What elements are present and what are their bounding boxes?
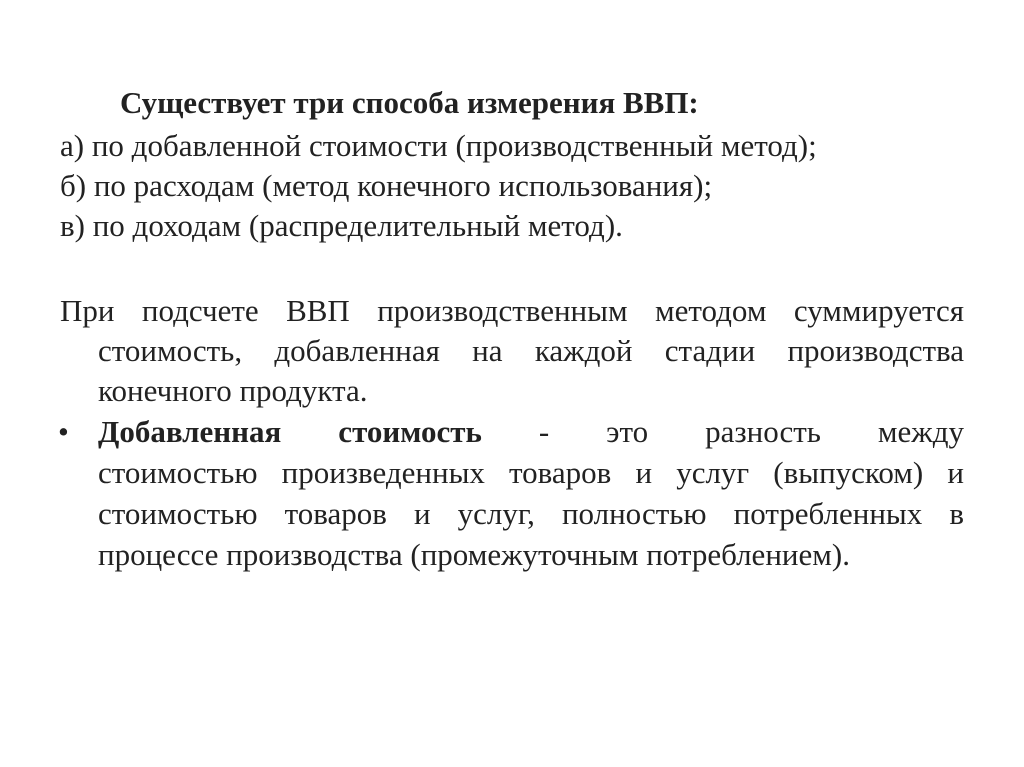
paragraph-line-1: При подсчете ВВП производственным методом суммируется <box>60 293 964 328</box>
paragraph-line-3: конечного продукта. <box>98 373 368 408</box>
slide-heading: Существует три способа измерения ВВП: <box>120 85 699 120</box>
method-item-b: б) по расходам (метод конечного использования); <box>60 168 713 203</box>
bullet-line-3: стоимостью товаров и услуг, полностью потребленных в <box>98 496 964 531</box>
bullet-line-1 <box>98 412 964 452</box>
bullet-line-2: стоимостью произведенных товаров и услуг (выпуском) и <box>98 455 964 490</box>
method-item-c: в) по доходам (распределительный метод). <box>60 208 623 243</box>
bullet-marker: • <box>58 414 69 449</box>
bullet-line-4: процессе производства (промежуточным потреблением). <box>98 537 850 572</box>
bullet-term: Добавленная стоимость <box>98 414 482 449</box>
paragraph-line-2: стоимость, добавленная на каждой стадии производства <box>98 333 964 368</box>
method-item-a: а) по добавленной стоимости (производственный метод); <box>60 128 817 163</box>
bullet-line-1-rest: - это разность между <box>481 414 964 449</box>
